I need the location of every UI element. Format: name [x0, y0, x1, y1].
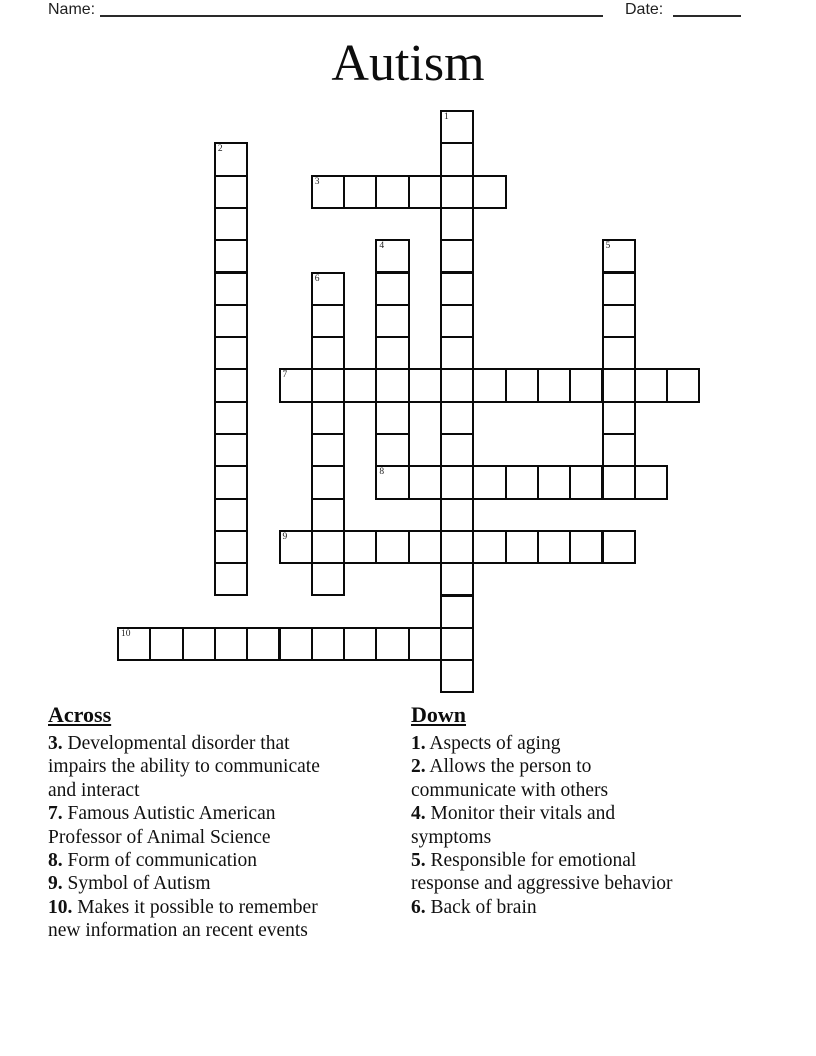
grid-cell[interactable] [279, 368, 313, 402]
clue-number: 10. [48, 896, 73, 918]
grid-cell[interactable] [311, 272, 345, 306]
grid-cell[interactable] [375, 239, 409, 273]
grid-cell-number: 7 [282, 370, 288, 381]
down-heading: Down [411, 702, 467, 727]
clue-number: 5. [411, 850, 426, 872]
grid-cell[interactable] [214, 627, 248, 661]
grid-cell-number: 3 [314, 176, 320, 187]
grid-cell[interactable] [311, 368, 345, 402]
grid-cell[interactable] [440, 336, 474, 370]
grid-cell[interactable] [602, 530, 636, 564]
grid-cell[interactable] [569, 368, 603, 402]
grid-cell[interactable] [440, 175, 474, 209]
grid-cell[interactable] [602, 465, 636, 499]
grid-cell[interactable] [214, 530, 248, 564]
clue-down-1: 1. Aspects of aging [411, 733, 561, 754]
date-label: Date: [625, 1, 664, 18]
grid-cell[interactable] [440, 304, 474, 338]
grid-cell[interactable] [569, 530, 603, 564]
clue-across-10: 10. Makes it possible to remember new information an recent events [48, 896, 318, 942]
clue-across-3: 3. Developmental disorder that impairs the ability to communicate and interact [48, 733, 320, 801]
across-heading: Across [48, 702, 112, 727]
clue-down-6: 6. Back of brain [411, 896, 537, 918]
grid-cell[interactable] [149, 627, 183, 661]
grid-cell-number: 6 [314, 273, 320, 284]
clue-number: 8. [48, 850, 63, 872]
grid-cell[interactable] [117, 627, 151, 661]
across-clues-section [48, 702, 398, 943]
grid-cell[interactable] [440, 401, 474, 435]
grid-cell[interactable] [505, 465, 539, 499]
grid-cell[interactable] [440, 110, 474, 144]
down-clue-list [411, 732, 751, 919]
grid-cell[interactable] [440, 498, 474, 532]
grid-cell[interactable] [375, 368, 409, 402]
grid-cell[interactable] [472, 175, 506, 209]
grid-cell[interactable] [440, 595, 474, 629]
grid-cell[interactable] [214, 239, 248, 273]
grid-cell[interactable] [602, 336, 636, 370]
grid-cell[interactable] [311, 304, 345, 338]
clue-number: 1. [411, 733, 426, 754]
grid-cell[interactable] [440, 530, 474, 564]
grid-cell[interactable] [375, 272, 409, 306]
grid-cell[interactable] [440, 142, 474, 176]
grid-cell[interactable] [537, 530, 571, 564]
grid-cell[interactable] [569, 465, 603, 499]
page-title: Autism [331, 35, 485, 92]
grid-cell[interactable] [440, 433, 474, 467]
grid-cell[interactable] [311, 336, 345, 370]
grid-cell[interactable] [408, 627, 442, 661]
grid-cell[interactable] [343, 368, 377, 402]
clue-number: 4. [411, 803, 426, 825]
grid-cell[interactable] [214, 175, 248, 209]
grid-cell-number: 5 [605, 241, 611, 252]
grid-cell-number: 10 [121, 628, 131, 639]
down-clues-section [411, 702, 751, 919]
grid-cell[interactable] [666, 368, 700, 402]
grid-cell[interactable] [279, 627, 313, 661]
grid-cell[interactable] [311, 175, 345, 209]
grid-cell[interactable] [214, 368, 248, 402]
clue-down-5: 5. Responsible for emotional response and aggressive behavior [411, 850, 673, 895]
grid-cell[interactable] [311, 401, 345, 435]
grid-cell[interactable] [440, 562, 474, 596]
grid-cell[interactable] [408, 175, 442, 209]
grid-cell[interactable] [537, 465, 571, 499]
grid-cell[interactable] [343, 175, 377, 209]
clue-number: 2. [411, 756, 426, 778]
clue-across-9: 9. Symbol of Autism [48, 873, 211, 895]
grid-cell-number: 9 [282, 531, 288, 542]
grid-cell[interactable] [602, 272, 636, 306]
grid-cell[interactable] [311, 562, 345, 596]
grid-cell[interactable] [214, 401, 248, 435]
grid-cell[interactable] [311, 627, 345, 661]
grid-cell[interactable] [408, 368, 442, 402]
grid-cell[interactable] [375, 175, 409, 209]
clue-number: 7. [48, 803, 63, 825]
grid-cell[interactable] [214, 562, 248, 596]
grid-cell-number: 1 [444, 112, 449, 122]
clue-across-8: 8. Form of communication [48, 850, 258, 872]
clue-number: 9. [48, 873, 63, 895]
grid-cell[interactable] [214, 336, 248, 370]
grid-cell[interactable] [408, 530, 442, 564]
grid-cell[interactable] [602, 433, 636, 467]
grid-cell-number: 2 [217, 144, 223, 155]
grid-cell[interactable] [375, 304, 409, 338]
grid-cell[interactable] [375, 530, 409, 564]
grid-cell[interactable] [214, 465, 248, 499]
grid-cell[interactable] [634, 368, 668, 402]
grid-cell[interactable] [440, 627, 474, 661]
grid-cell[interactable] [311, 498, 345, 532]
grid-cell[interactable] [472, 530, 506, 564]
grid-cell[interactable] [343, 530, 377, 564]
grid-cell[interactable] [214, 272, 248, 306]
grid-cell[interactable] [214, 142, 248, 176]
grid-cell[interactable] [375, 401, 409, 435]
grid-cell[interactable] [440, 239, 474, 273]
clue-number: 3. [48, 733, 63, 754]
grid-cell[interactable] [375, 627, 409, 661]
grid-cell[interactable] [602, 401, 636, 435]
grid-cell[interactable] [408, 465, 442, 499]
grid-cell[interactable] [375, 465, 409, 499]
grid-cell[interactable] [602, 239, 636, 273]
grid-cell[interactable] [214, 433, 248, 467]
clue-down-4: 4. Monitor their vitals and symptoms [411, 803, 616, 848]
grid-cell[interactable] [214, 498, 248, 532]
grid-cell[interactable] [472, 465, 506, 499]
grid-cell[interactable] [505, 530, 539, 564]
grid-cell[interactable] [311, 433, 345, 467]
grid-cell[interactable] [537, 368, 571, 402]
grid-cell[interactable] [311, 530, 345, 564]
grid-cell[interactable] [375, 336, 409, 370]
grid-cell[interactable] [182, 627, 216, 661]
name-label: Name: [48, 1, 96, 18]
grid-cell[interactable] [440, 207, 474, 241]
across-clue-list [48, 732, 398, 943]
grid-cell[interactable] [602, 368, 636, 402]
grid-cell[interactable] [440, 465, 474, 499]
grid-cell-number: 4 [379, 241, 385, 252]
grid-cell[interactable] [634, 465, 668, 499]
grid-cell[interactable] [440, 659, 474, 693]
grid-cell[interactable] [472, 368, 506, 402]
grid-cell[interactable] [279, 530, 313, 564]
grid-cell[interactable] [214, 304, 248, 338]
grid-cell-number: 8 [379, 467, 385, 478]
clue-number: 6. [411, 896, 426, 918]
grid-cell[interactable] [375, 433, 409, 467]
grid-cell[interactable] [343, 627, 377, 661]
grid-cell[interactable] [505, 368, 539, 402]
grid-cell[interactable] [440, 368, 474, 402]
grid-cell[interactable] [214, 207, 248, 241]
clue-across-7: 7. Famous Autistic American Professor of Animal Science [48, 803, 276, 848]
grid-cell[interactable] [311, 465, 345, 499]
clue-down-2: 2. Allows the person to communicate with others [411, 756, 609, 801]
grid-cell[interactable] [440, 272, 474, 306]
grid-cell[interactable] [246, 627, 280, 661]
grid-cell[interactable] [602, 304, 636, 338]
